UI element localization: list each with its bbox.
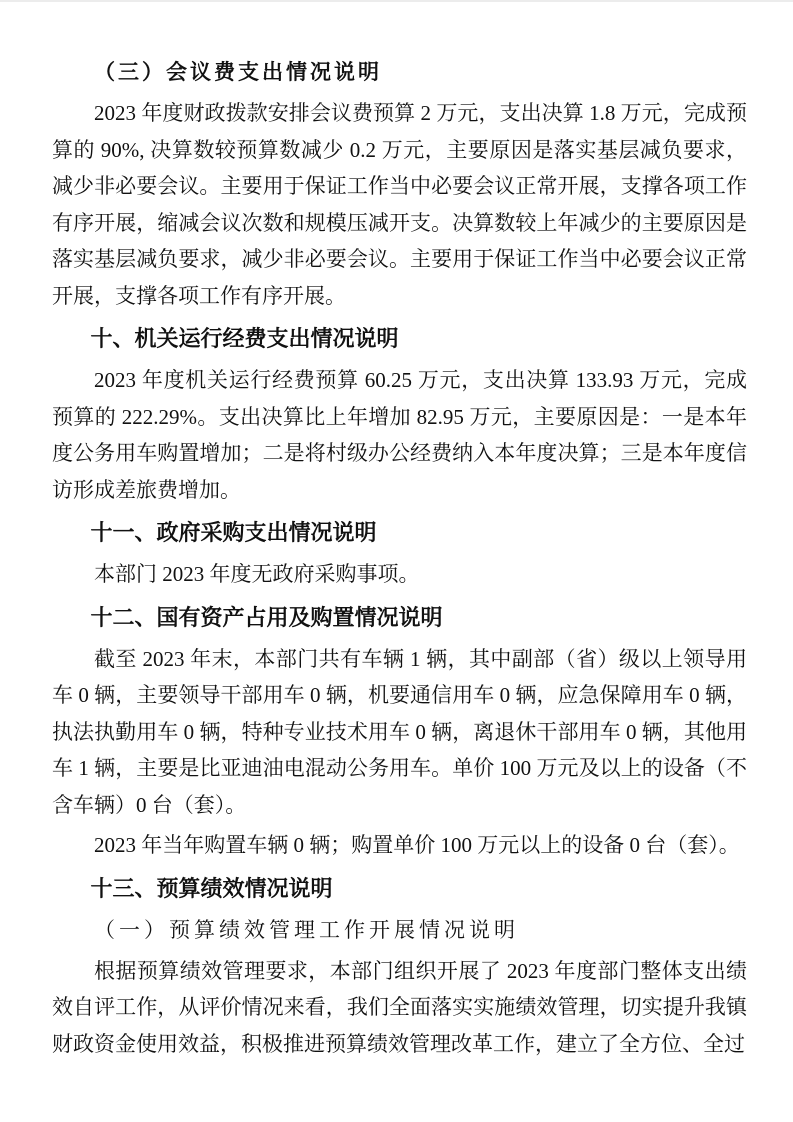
sub-section-heading: （一）预算绩效管理工作开展情况说明	[94, 917, 519, 942]
paragraph: 2023 年度机关运行经费预算 60.25 万元，支出决算 133.93 万元，完成预算的 222.29%。支出决算比上年增加 82.95 万元，主要原因是：一是本年度公务用车购置增加；二是将村级办公经费纳入本年度决算；三是本年度信访形成差旅费增加。	[52, 368, 747, 502]
page-top-edge	[0, 0, 793, 2]
sub-section-heading: （三）会议费支出情况说明	[94, 60, 382, 84]
paragraph: 2023 年当年购置车辆 0 辆；购置单价 100 万元以上的设备 0 台（套）。	[94, 833, 740, 857]
paragraph: 2023 年度财政拨款安排会议费预算 2 万元，支出决算 1.8 万元，完成预算的 90%, 决算数较预算数减少 0.2 万元，主要原因是落实基层减负要求，减少非必要会议。主要用于保证工作当中必要会议正常开展，支撑各项工作有序开展，缩减会议次数和规模压减开支。决算数较上年减少的主要原因是落实基层减负要求，减少非必要会议。主要用于保证工作当中必要会议正常开展，支撑各项工作有序开展。	[52, 101, 747, 308]
paragraph: 本部门 2023 年度无政府采购事项。	[94, 562, 420, 586]
section-heading: 十二、国有资产占用及购置情况说明	[90, 604, 443, 630]
paragraph: 根据预算绩效管理要求，本部门组织开展了 2023 年度部门整体支出绩效自评工作，从评价情况来看，我们全面落实实施绩效管理，切实提升我镇财政资金使用效益，积极推进预算绩效管理改革工作，建立了全方位、全过	[52, 958, 747, 1056]
section-heading: 十三、预算绩效情况说明	[90, 875, 333, 901]
section-heading: 十一、政府采购支出情况说明	[90, 520, 377, 545]
paragraph: 截至 2023 年末，本部门共有车辆 1 辆，其中副部（省）级以上领导用车 0 辆，主要领导干部用车 0 辆，机要通信用车 0 辆，应急保障用车 0 辆，执法执勤用车 0 辆，特种专业技术用车 0 辆，离退休干部用车 0 辆，其他用车 1 辆，主要是比亚迪油电混动公务用车。单价 100 万元及以上的设备（不含车辆）0 台（套）。	[52, 646, 747, 817]
section-heading: 十、机关运行经费支出情况说明	[90, 326, 399, 351]
